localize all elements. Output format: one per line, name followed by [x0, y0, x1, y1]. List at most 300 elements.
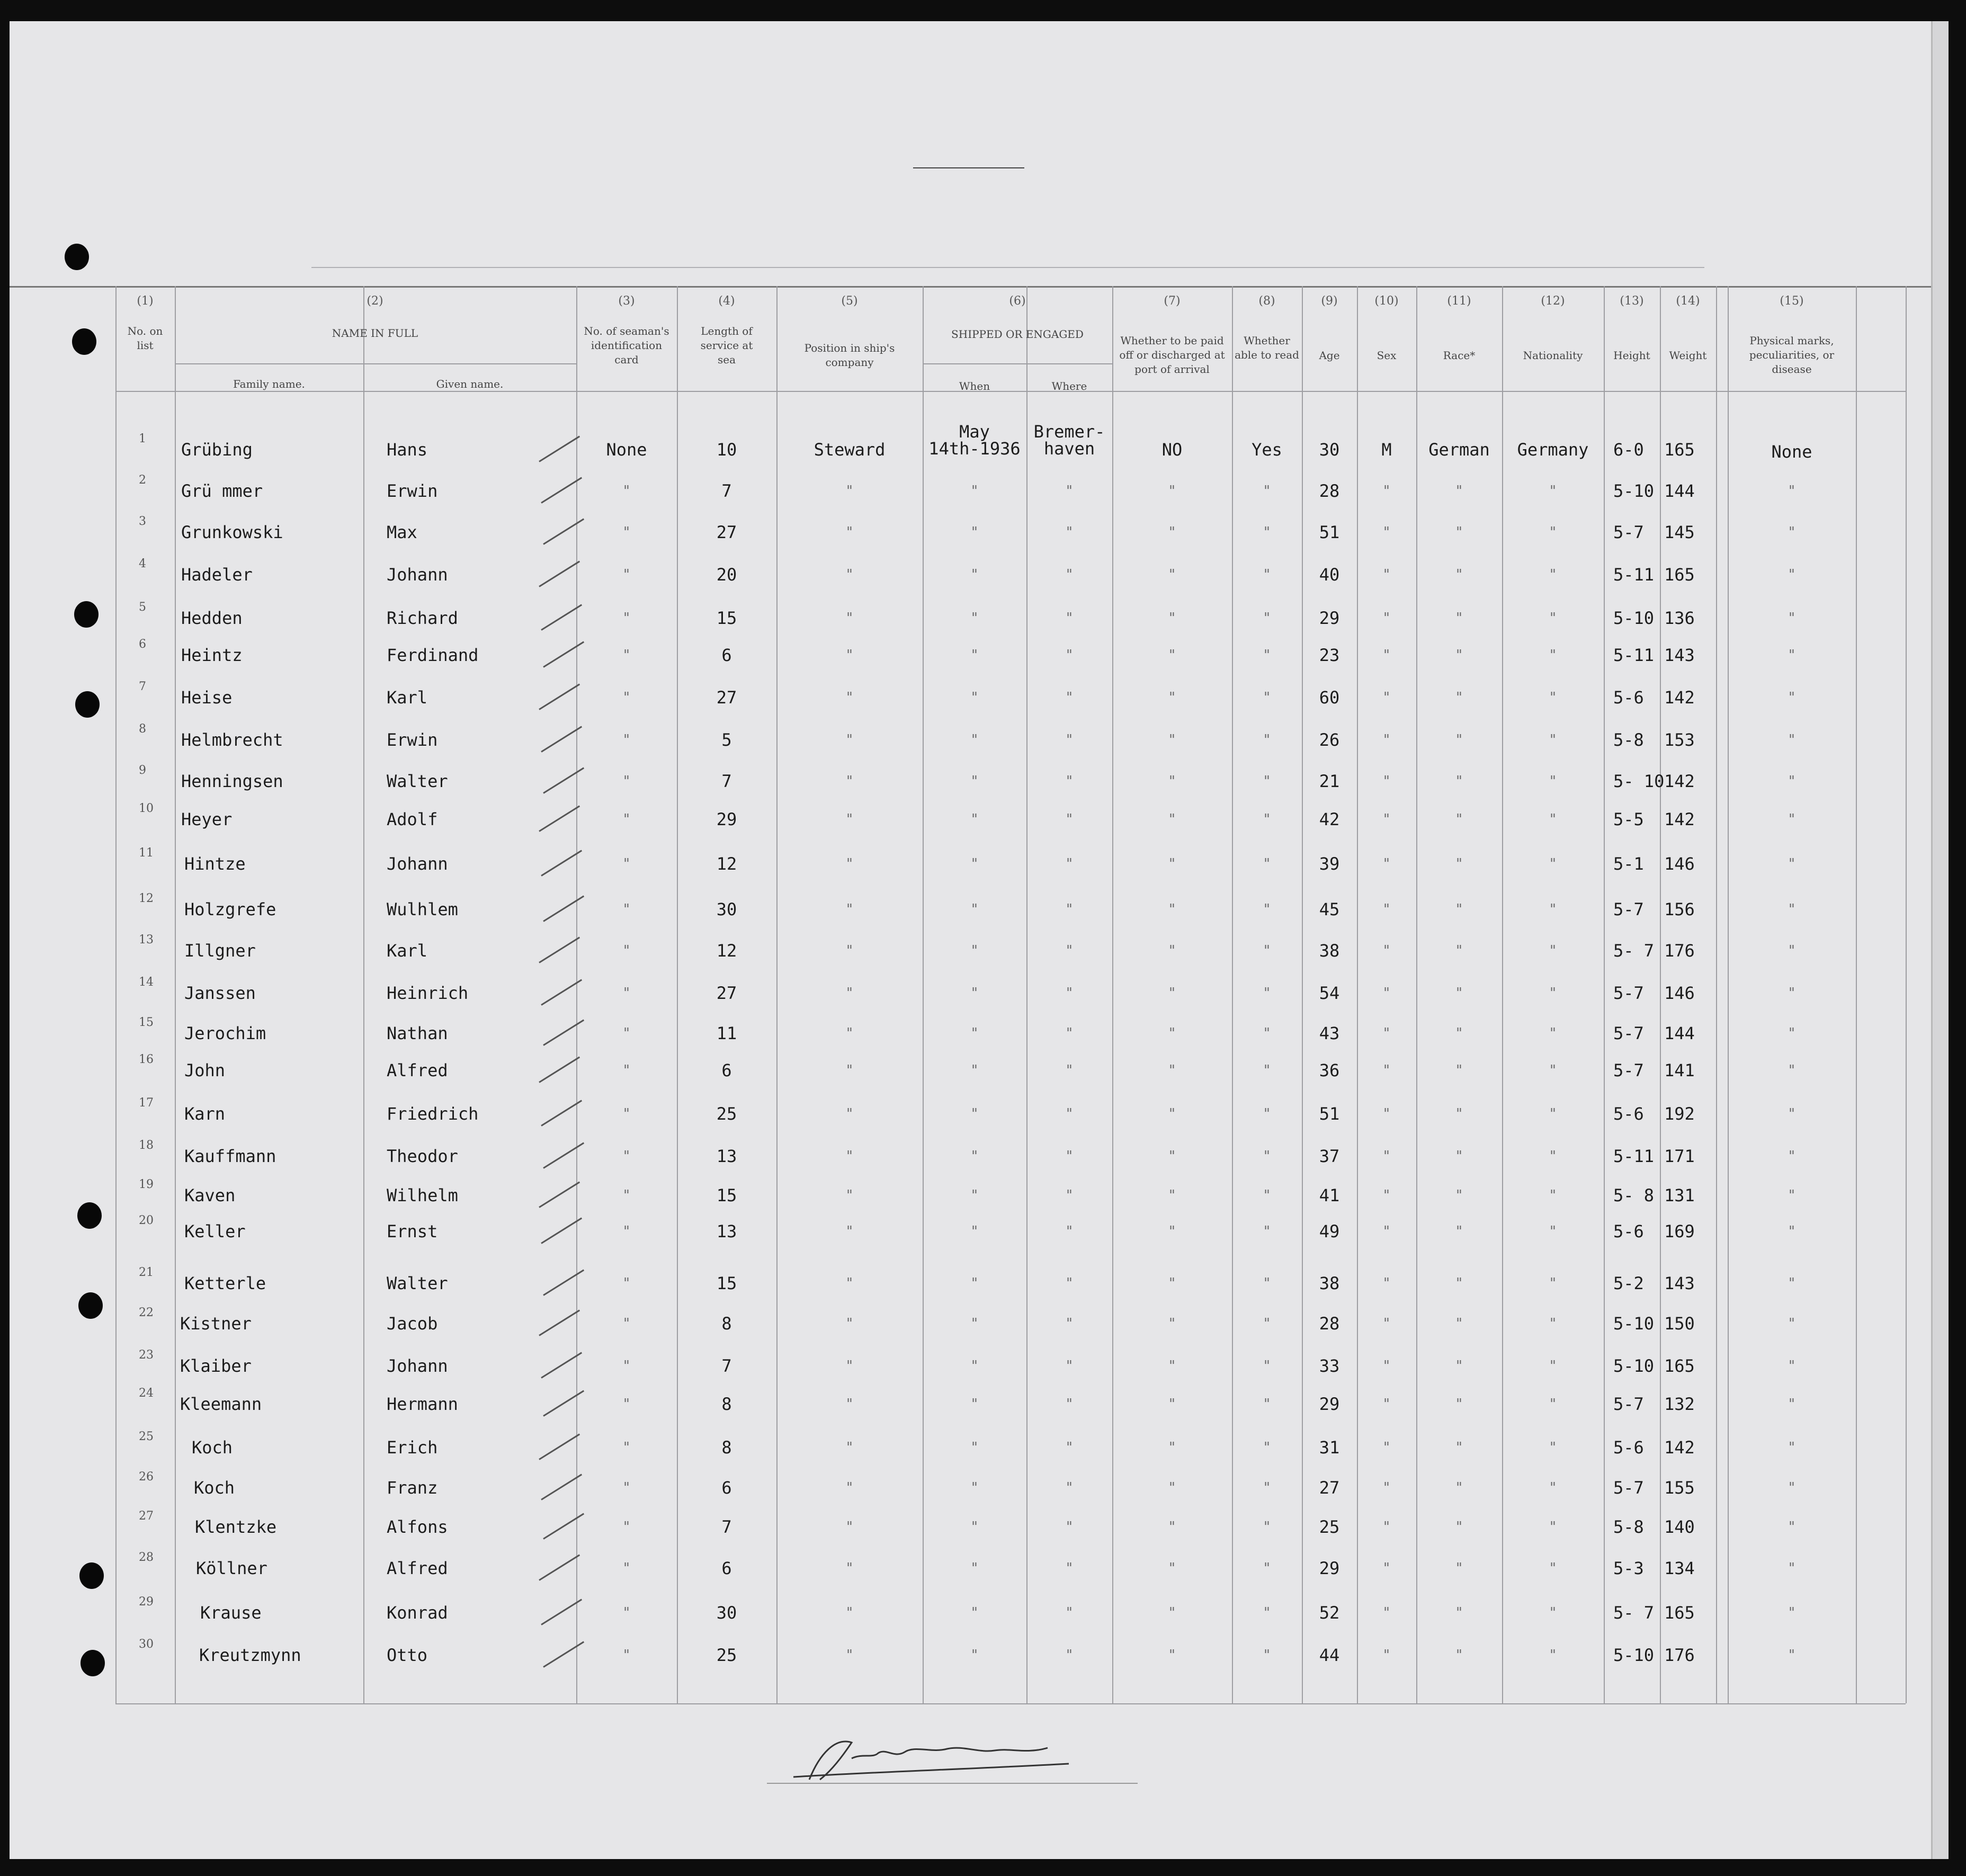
punch-hole [74, 601, 99, 628]
ditto-mark: " [623, 1358, 630, 1374]
ditto-mark: " [1456, 985, 1462, 1001]
ditto-mark: " [846, 1440, 853, 1455]
ditto-mark: " [846, 985, 853, 1001]
ditto-mark: " [846, 1647, 853, 1663]
physical-marks: None [1771, 442, 1812, 462]
ditto-mark: " [1169, 690, 1175, 705]
service-length: 8 [721, 1437, 732, 1458]
ditto-mark: " [1383, 1440, 1390, 1455]
ditto-mark: " [1066, 1148, 1073, 1164]
given-name: Erwin [387, 730, 438, 750]
ditto-mark: " [1456, 1025, 1462, 1041]
ditto-mark: " [1264, 610, 1270, 626]
service-length: 6 [721, 645, 732, 665]
ditto-mark: " [1264, 732, 1270, 748]
ditto-mark: " [1383, 1605, 1390, 1621]
ditto-mark: " [1456, 1358, 1462, 1374]
ditto-mark: " [1066, 1647, 1073, 1663]
column-number: (14) [1676, 294, 1700, 308]
ditto-mark: " [1456, 647, 1462, 663]
header-read: Whether able to read [1235, 334, 1299, 361]
ditto-mark: " [623, 1647, 630, 1663]
column-number: (15) [1780, 294, 1804, 308]
service-length: 15 [716, 608, 737, 628]
ditto-mark: " [1789, 1519, 1795, 1535]
nationality: Germany [1517, 440, 1589, 460]
weight: 141 [1664, 1060, 1695, 1080]
ditto-mark: " [623, 985, 630, 1001]
ditto-mark: " [1456, 1062, 1462, 1078]
row-number: 27 [139, 1509, 154, 1523]
header-sex: Sex [1377, 349, 1397, 362]
ditto-mark: " [971, 1106, 978, 1122]
ditto-mark: " [1456, 1187, 1462, 1203]
given-name: Erich [387, 1437, 438, 1458]
age: 52 [1319, 1603, 1340, 1623]
family-name: Kaven [184, 1185, 236, 1205]
ditto-mark: " [1264, 483, 1270, 499]
age: 38 [1319, 1273, 1340, 1293]
row-number: 2 [139, 474, 146, 487]
ditto-mark: " [1066, 1358, 1073, 1374]
service-length: 30 [716, 1603, 737, 1623]
ditto-mark: " [1066, 1187, 1073, 1203]
height: 5-11 [1613, 1146, 1655, 1166]
ditto-mark: " [1169, 811, 1175, 827]
service-length: 8 [721, 1314, 732, 1334]
ditto-mark: " [1550, 1440, 1556, 1455]
given-name: Karl [387, 941, 428, 961]
given-name: Johann [387, 854, 448, 874]
ditto-mark: " [846, 610, 853, 626]
ditto-mark: " [623, 1148, 630, 1164]
age: 45 [1319, 899, 1340, 919]
ditto-mark: " [1383, 690, 1390, 705]
check-mark [539, 1310, 580, 1336]
ditto-mark: " [1789, 1440, 1795, 1455]
column-number: (7) [1164, 294, 1181, 308]
height: 5-7 [1613, 1478, 1644, 1498]
row-number: 4 [139, 557, 146, 570]
ditto-mark: " [623, 1062, 630, 1078]
family-name: Kreutzmynn [199, 1645, 301, 1665]
ditto-mark: " [971, 1647, 978, 1663]
ditto-mark: " [1169, 901, 1175, 917]
ditto-mark: " [1456, 567, 1462, 583]
header-marks: Physical marks, peculiarities, or disease [1749, 334, 1835, 376]
given-name: Alfred [387, 1060, 448, 1080]
ditto-mark: " [623, 901, 630, 917]
weight: 144 [1664, 481, 1695, 501]
row-number: 9 [139, 764, 146, 777]
service-length: 11 [716, 1023, 737, 1043]
ditto-mark: " [1456, 901, 1462, 917]
ditto-mark: " [1456, 1223, 1462, 1239]
ditto-mark: " [623, 610, 630, 626]
row-number: 25 [139, 1430, 154, 1443]
ditto-mark: " [1550, 1560, 1556, 1576]
weight: 156 [1664, 899, 1695, 919]
ditto-mark: " [1456, 1275, 1462, 1291]
ditto-mark: " [623, 647, 630, 663]
given-name: Walter [387, 1273, 448, 1293]
age: 51 [1319, 522, 1340, 542]
ditto-mark: " [1789, 524, 1795, 540]
ditto-mark: " [623, 567, 630, 583]
family-name: Koch [192, 1437, 233, 1458]
weight: 143 [1664, 645, 1695, 665]
column-number: (4) [718, 294, 735, 308]
header-name-in-full: NAME IN FULL [332, 327, 418, 340]
header-height: Height [1613, 349, 1650, 362]
given-name: Johann [387, 565, 448, 585]
row-number: 6 [139, 638, 146, 651]
row-number: 14 [139, 976, 154, 989]
weight: 146 [1664, 854, 1695, 874]
weight: 165 [1664, 1603, 1695, 1623]
ditto-mark: " [1169, 773, 1175, 789]
service-length: 6 [721, 1558, 732, 1578]
ditto-mark: " [1169, 943, 1175, 959]
ditto-mark: " [623, 483, 630, 499]
service-length: 10 [716, 440, 737, 460]
ditto-mark: " [623, 943, 630, 959]
ditto-mark: " [1383, 1187, 1390, 1203]
vessel-line-underline [311, 267, 1704, 268]
column-rule [175, 286, 176, 1703]
ditto-mark: " [1550, 1275, 1556, 1291]
ditto-mark: " [1066, 690, 1073, 705]
ditto-mark: " [1789, 1396, 1795, 1412]
family-name: Grü mmer [181, 481, 263, 501]
ditto-mark: " [846, 1316, 853, 1332]
ditto-mark: " [1383, 1358, 1390, 1374]
ditto-mark: " [1169, 647, 1175, 663]
service-length: 8 [721, 1394, 732, 1414]
ditto-mark: " [1169, 1187, 1175, 1203]
ditto-mark: " [846, 1148, 853, 1164]
weight: 140 [1664, 1517, 1695, 1537]
family-name: Kistner [180, 1314, 252, 1334]
ditto-mark: " [971, 647, 978, 663]
ditto-mark: " [1066, 1106, 1073, 1122]
service-length: 27 [716, 983, 737, 1003]
weight: 131 [1664, 1185, 1695, 1205]
ditto-mark: " [1169, 1358, 1175, 1374]
family-name: Kauffmann [184, 1146, 276, 1166]
check-mark [539, 684, 580, 710]
ditto-mark: " [1169, 1148, 1175, 1164]
age: 51 [1319, 1104, 1340, 1124]
ditto-mark: " [971, 856, 978, 872]
ditto-mark: " [1383, 483, 1390, 499]
ditto-mark: " [1169, 1440, 1175, 1455]
ditto-mark: " [1550, 1062, 1556, 1078]
row-number: 29 [139, 1595, 154, 1609]
check-mark [539, 1182, 580, 1208]
ditto-mark: " [1550, 1148, 1556, 1164]
family-name: Hedden [181, 608, 243, 628]
ditto-mark: " [623, 1223, 630, 1239]
family-name: Grübing [181, 440, 253, 460]
header-race: Race* [1443, 349, 1476, 362]
height: 5-6 [1613, 1221, 1644, 1241]
ditto-mark: " [971, 1396, 978, 1412]
ditto-mark: " [846, 1560, 853, 1576]
weight: 176 [1664, 1645, 1695, 1665]
column-rule [363, 286, 364, 1703]
ditto-mark: " [1456, 1605, 1462, 1621]
weight: 171 [1664, 1146, 1695, 1166]
ditto-mark: " [1456, 1148, 1462, 1164]
family-name: Jerochim [184, 1023, 266, 1043]
family-name: Koch [194, 1478, 235, 1498]
ditto-mark: " [1383, 524, 1390, 540]
family-name: John [184, 1060, 226, 1080]
ditto-mark: " [1456, 1480, 1462, 1496]
ditto-mark: " [971, 1275, 978, 1291]
ditto-mark: " [1169, 1396, 1175, 1412]
ditto-mark: " [971, 1062, 978, 1078]
ditto-mark: " [1789, 901, 1795, 917]
ditto-mark: " [1550, 1316, 1556, 1332]
column-number: (1) [137, 294, 154, 308]
ditto-mark: " [846, 1106, 853, 1122]
ditto-mark: " [1383, 1106, 1390, 1122]
ditto-mark: " [1383, 1647, 1390, 1663]
ditto-mark: " [1789, 1062, 1795, 1078]
ditto-mark: " [1169, 1605, 1175, 1621]
ditto-mark: " [1066, 524, 1073, 540]
family-name: Janssen [184, 983, 256, 1003]
family-name: Illgner [184, 941, 256, 961]
ditto-mark: " [971, 1605, 978, 1621]
inspector-line [767, 1783, 1138, 1784]
ditto-mark: " [846, 1275, 853, 1291]
ditto-mark: " [971, 524, 978, 540]
ditto-mark: " [971, 732, 978, 748]
ditto-mark: " [1456, 773, 1462, 789]
ditto-mark: " [1456, 811, 1462, 827]
engaged-where-1: Bremer- [1033, 422, 1105, 442]
weight: 155 [1664, 1478, 1695, 1498]
age: 38 [1319, 941, 1340, 961]
given-name: Karl [387, 687, 428, 708]
header-seaman-id: No. of seaman's identification card [584, 325, 669, 366]
ditto-mark: " [1066, 1480, 1073, 1496]
ditto-mark: " [1264, 1062, 1270, 1078]
race: German [1428, 440, 1490, 460]
ditto-mark: " [1789, 1316, 1795, 1332]
weight: 143 [1664, 1273, 1695, 1293]
ditto-mark: " [846, 483, 853, 499]
punch-hole [65, 244, 89, 270]
ditto-mark: " [971, 483, 978, 499]
ditto-mark: " [1264, 1605, 1270, 1621]
ditto-mark: " [1169, 1025, 1175, 1041]
column-number: (12) [1541, 294, 1565, 308]
ditto-mark: " [623, 773, 630, 789]
ditto-mark: " [971, 1358, 978, 1374]
ditto-mark: " [1264, 943, 1270, 959]
ditto-mark: " [1456, 524, 1462, 540]
weight: 142 [1664, 771, 1695, 791]
inspector-signature [772, 1721, 1111, 1790]
ditto-mark: " [1789, 1358, 1795, 1374]
weight: 136 [1664, 608, 1695, 628]
ditto-mark: " [1169, 856, 1175, 872]
ditto-mark: " [1264, 1480, 1270, 1496]
age: 42 [1319, 809, 1340, 829]
engaged-when-2: 14th-1936 [928, 439, 1021, 459]
height: 5-11 [1613, 565, 1655, 585]
height: 5-7 [1613, 522, 1644, 542]
service-length: 5 [721, 730, 732, 750]
ditto-mark: " [1169, 985, 1175, 1001]
ditto-mark: " [1264, 1187, 1270, 1203]
row-number: 22 [139, 1306, 154, 1319]
header-nationality: Nationality [1523, 349, 1583, 362]
ditto-mark: " [1169, 1480, 1175, 1496]
ditto-mark: " [971, 1025, 978, 1041]
ditto-mark: " [1550, 1106, 1556, 1122]
age: 28 [1319, 1314, 1340, 1334]
height: 5-8 [1613, 730, 1644, 750]
ditto-mark: " [1264, 1647, 1270, 1663]
ditto-mark: " [1789, 647, 1795, 663]
family-name: Hintze [184, 854, 246, 874]
check-mark [539, 1434, 580, 1460]
height: 5- 7 [1613, 941, 1655, 961]
ditto-mark: " [1456, 690, 1462, 705]
age: 43 [1319, 1023, 1340, 1043]
ditto-mark: " [846, 1187, 853, 1203]
ditto-mark: " [846, 811, 853, 827]
ditto-mark: " [1789, 483, 1795, 499]
height: 5-8 [1613, 1517, 1644, 1537]
ditto-mark: " [1789, 1187, 1795, 1203]
height: 5-10 [1613, 608, 1655, 628]
height: 5-6 [1613, 1104, 1644, 1124]
ditto-mark: " [1383, 943, 1390, 959]
weight: 134 [1664, 1558, 1695, 1578]
service-length: 15 [716, 1273, 737, 1293]
ditto-mark: " [971, 1519, 978, 1535]
ditto-mark: " [1169, 732, 1175, 748]
ditto-mark: " [1550, 811, 1556, 827]
ditto-mark: " [1169, 1316, 1175, 1332]
ditto-mark: " [1264, 1560, 1270, 1576]
ditto-mark: " [1456, 1560, 1462, 1576]
check-mark [539, 937, 580, 963]
ditto-mark: " [1169, 1519, 1175, 1535]
ditto-mark: " [1264, 1316, 1270, 1332]
age: 49 [1319, 1221, 1340, 1241]
given-name: Alfons [387, 1517, 448, 1537]
column-number: (10) [1374, 294, 1399, 308]
column-rule [1856, 286, 1857, 1703]
header-no-on-list: No. on list [127, 325, 163, 352]
ditto-mark: " [1383, 1480, 1390, 1496]
ditto-mark: " [1550, 610, 1556, 626]
ditto-mark: " [1789, 773, 1795, 789]
ditto-mark: " [846, 1396, 853, 1412]
family-name: Ketterle [184, 1273, 266, 1293]
ditto-mark: " [1789, 1647, 1795, 1663]
weight: 176 [1664, 941, 1695, 961]
height: 5-7 [1613, 1023, 1644, 1043]
ditto-mark: " [1169, 1106, 1175, 1122]
age: 41 [1319, 1185, 1340, 1205]
age: 60 [1319, 687, 1340, 708]
check-mark [539, 806, 580, 832]
ditto-mark: " [1456, 1316, 1462, 1332]
next-sheet-edge [1931, 21, 1949, 1859]
family-name: Keller [184, 1221, 246, 1241]
ditto-mark: " [1383, 1025, 1390, 1041]
column-rule [1716, 286, 1717, 1703]
ditto-mark: " [1789, 1148, 1795, 1164]
ditto-mark: " [1264, 901, 1270, 917]
ditto-mark: " [1456, 1106, 1462, 1122]
position: Steward [814, 440, 886, 460]
height: 5-11 [1613, 645, 1655, 665]
ditto-mark: " [1456, 1519, 1462, 1535]
ditto-mark: " [1066, 1275, 1073, 1291]
column-rule [1906, 286, 1907, 1703]
header-weight: Weight [1669, 349, 1707, 362]
ditto-mark: " [1789, 1106, 1795, 1122]
ditto-mark: " [1383, 1148, 1390, 1164]
age: 29 [1319, 608, 1340, 628]
ditto-mark: " [623, 1275, 630, 1291]
ditto-mark: " [1066, 773, 1073, 789]
age: 29 [1319, 1558, 1340, 1578]
shipped-subheader-rule [923, 363, 1112, 364]
given-name: Hans [387, 440, 428, 460]
ditto-mark: " [623, 1316, 630, 1332]
ditto-mark: " [1550, 1223, 1556, 1239]
ditto-mark: " [1169, 1062, 1175, 1078]
ditto-mark: " [971, 690, 978, 705]
ditto-mark: " [1789, 943, 1795, 959]
ditto-mark: " [1264, 856, 1270, 872]
weight: 165 [1664, 565, 1695, 585]
ditto-mark: " [1456, 610, 1462, 626]
ditto-mark: " [623, 811, 630, 827]
ditto-mark: " [1169, 1275, 1175, 1291]
ditto-mark: " [1456, 856, 1462, 872]
age: 21 [1319, 771, 1340, 791]
ditto-mark: " [1264, 1396, 1270, 1412]
ditto-mark: " [623, 1396, 630, 1412]
header-when: When [959, 380, 990, 392]
given-name: Friedrich [387, 1104, 479, 1124]
ditto-mark: " [1066, 856, 1073, 872]
ditto-mark: " [971, 943, 978, 959]
ditto-mark: " [623, 732, 630, 748]
punch-hole [79, 1562, 104, 1589]
ditto-mark: " [846, 856, 853, 872]
weight: 145 [1664, 522, 1695, 542]
row-number: 15 [139, 1016, 154, 1029]
ditto-mark: " [1550, 483, 1556, 499]
given-name: Ferdinand [387, 645, 479, 665]
check-mark [539, 1555, 580, 1581]
ditto-mark: " [1383, 647, 1390, 663]
family-name: Holzgrefe [184, 899, 276, 919]
ditto-mark: " [1383, 1223, 1390, 1239]
